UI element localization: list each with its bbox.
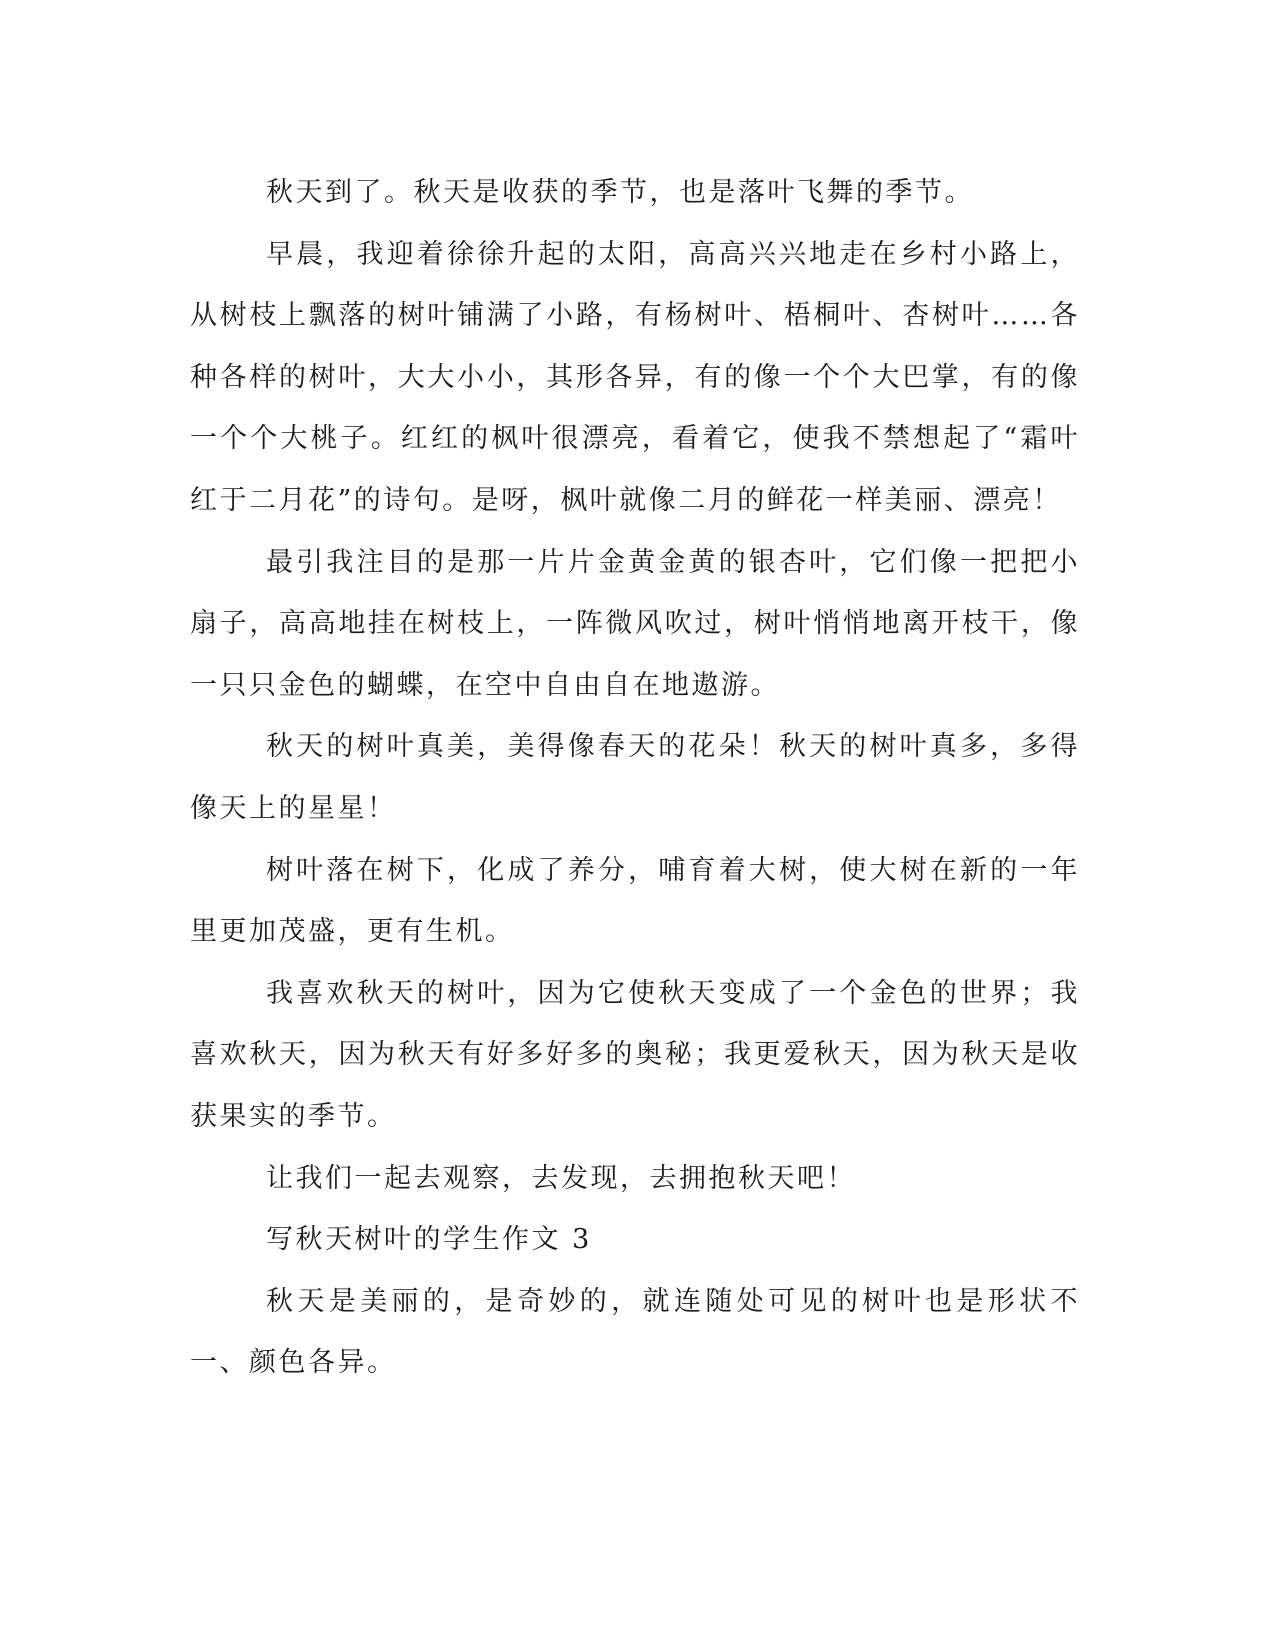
paragraph: 早晨，我迎着徐徐升起的太阳，高高兴兴地走在乡村小路上，从树枝上飘落的树叶铺满了小路，有杨树叶、梧桐叶、杏树叶……各种各样的树叶，大大小小，其形各异，有的像一个个大巴掌，有的像一个个大桃子。红红的枫叶很漂亮，看着它，使我不禁想起了“霜叶红于二月花”的诗句。是呀，枫叶就像二月的鲜花一样美丽、漂亮！ [190, 238, 1080, 516]
paragraph: 秋天到了。秋天是收获的季节，也是落叶飞舞的季节。 [266, 177, 974, 208]
paragraph: 树叶落在树下，化成了养分，哺育着大树，使大树在新的一年里更加茂盛，更有生机。 [190, 854, 1080, 948]
paragraph: 秋天的树叶真美，美得像春天的花朵！秋天的树叶真多，多得像天上的星星！ [190, 731, 1080, 824]
paragraph: 最引我注目的是那一片片金黄金黄的银杏叶，它们像一把把小扇子，高高地挂在树枝上，一阵微风吹过，树叶悄悄地离开枝干，像一只只金色的蝴蝶，在空中自由自在地遨游。 [190, 546, 1080, 701]
paragraph: 秋天是美丽的，是奇妙的，就连随处可见的树叶也是形状不一、颜色各异。 [190, 1285, 1080, 1379]
section-title: 写秋天树叶的学生作文 3 [266, 1224, 592, 1256]
document-body [190, 162, 1080, 1394]
paragraph: 我喜欢秋天的树叶，因为它使秋天变成了一个金色的世界；我喜欢秋天，因为秋天有好多好多的奥秘；我更爱秋天，因为秋天是收获果实的季节。 [190, 977, 1080, 1132]
paragraph: 让我们一起去观察，去发现，去拥抱秋天吧！ [266, 1162, 856, 1194]
